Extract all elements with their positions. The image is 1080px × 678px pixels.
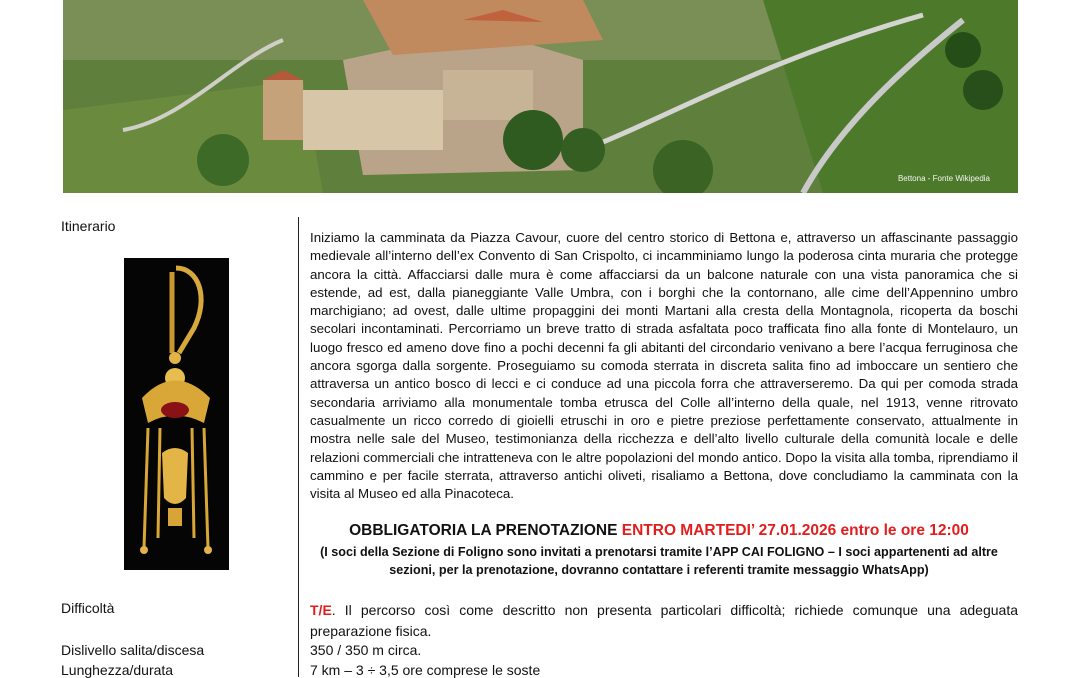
booking-notice	[300, 521, 1018, 579]
length-value: 7 km – 3 ÷ 3,5 ore comprese le soste	[310, 662, 541, 678]
difficulty-text: . Il percorso così come descritto non presenta particolari difficoltà; richiede comunque una adeguata preparazione fisica.	[310, 602, 1018, 639]
difficulty-grade: T/E	[310, 602, 332, 618]
photo-credit: Bettona - Fonte Wikipedia	[897, 174, 990, 183]
booking-deadline: ENTRO MARTEDI’ 27.01.2026 entro le ore 12:00	[621, 522, 969, 539]
etruscan-earring-photo	[124, 258, 229, 570]
itinerary-description: Iniziamo la camminata da Piazza Cavour, cuore del centro storico di Bettona e, attraverso un affascinante passaggio medievale all’interno dell’ex Convento di San Crispolto, ci incamminiamo lungo la poderosa cinta muraria che protegge ancora la città. Affacciarsi dalle mura è come affacciarsi da un balcone naturale con una vista panoramica che si estende, ad est, dalla pianeggiante Valle Umbra, con i borghi che la contornano, alle cime dell’Appennino umbro marchigiano; ad ovest, dalle ultime propaggini dei monti Martani alla cresta della Montagnola, ricoperta da boschi secolari incontaminati. Percorriamo un breve tratto di strada asfaltata poco trafficata fino alla fonte di Montelauro, un luogo fresco ed ameno dove fino a pochi decenni fa gli abitanti del circondario venivano a bere l’acqua ferruginosa che ancora sgorga dalla sorgente. Proseguiamo su comoda sterrata in discreta salita fino ad imboccare un sentiero che attraversa un antico bosco di lecci e ci conduce ad una piccola forra che attraverseremo. Da qui per comoda strada secondaria arriviamo alla monumentale tomba etrusca del Colle all’interno della quale, nel 1913, venne ritrovato casualmente un ricco corredo di gioielli etruschi in oro e pietre preziose perfettamente conservato, attualmente in mostra nelle sale del Museo, testimonianza della ricchezza e dell’alto livello culturale della comunità locale e delle relazioni commerciali che intratteneva con le altre popolazioni del mondo antico. Dopo la visita alla tomba, riprendiamo il cammino e per facile sterrata, attraverso antichi oliveti, risaliamo a Bettona, dove concludiamo la camminata con la visita al Museo ed alla Pinacoteca.	[310, 230, 1018, 502]
hero-photo	[63, 0, 1018, 193]
label-difficulty: Difficoltà	[61, 600, 115, 616]
booking-instructions: (I soci della Sezione di Foligno sono invitati a prenotarsi tramite l’APP CAI FOLIGNO – I soci appartenenti ad altre sezioni, per la prenotazione, dovranno contattare i referenti tramite messaggio WhatsApp)	[320, 545, 998, 577]
label-elevation: Dislivello salita/discesa	[61, 642, 205, 658]
label-length: Lunghezza/durata	[61, 662, 174, 678]
booking-title	[300, 521, 1018, 541]
elevation-value: 350 / 350 m circa.	[310, 642, 422, 658]
difficulty-description	[310, 600, 1018, 642]
booking-title-required: OBBLIGATORIA LA PRENOTAZIONE	[349, 522, 622, 539]
column-divider	[298, 217, 299, 677]
hero-landscape-illustration	[63, 0, 1018, 193]
earring-icon	[124, 258, 229, 570]
label-itinerary: Itinerario	[61, 218, 116, 234]
